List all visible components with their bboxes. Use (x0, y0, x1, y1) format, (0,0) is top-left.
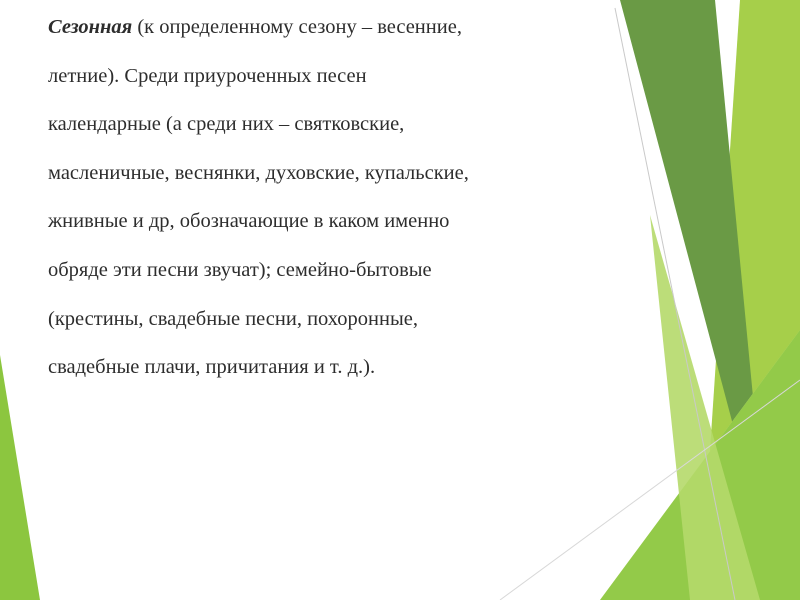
slide-paragraph (48, 3, 608, 392)
paragraph-line-1 (48, 3, 608, 52)
paragraph-line-3: календарные (а среди них – святковские, (48, 113, 405, 136)
paragraph-line-5: жнивные и др, обозначающие в каком именно (48, 210, 450, 233)
paragraph-line-4: масленичные, веснянки, духовские, купальские, (48, 161, 469, 184)
paragraph-line-2: летние). Среди приуроченных песен (48, 64, 367, 87)
paragraph-lead-word: Сезонная (48, 16, 133, 38)
paragraph-line-6: обряде эти песни звучат); семейно-бытовые (48, 258, 432, 281)
left-edge-green-shape (0, 355, 40, 600)
paragraph-line-8: свадебные плачи, причитания и т. д.). (48, 356, 376, 379)
paragraph-line-1-text: (к определенному сезону – весенние, (132, 16, 462, 38)
paragraph-line-7: (крестины, свадебные песни, похоронные, (48, 307, 418, 330)
